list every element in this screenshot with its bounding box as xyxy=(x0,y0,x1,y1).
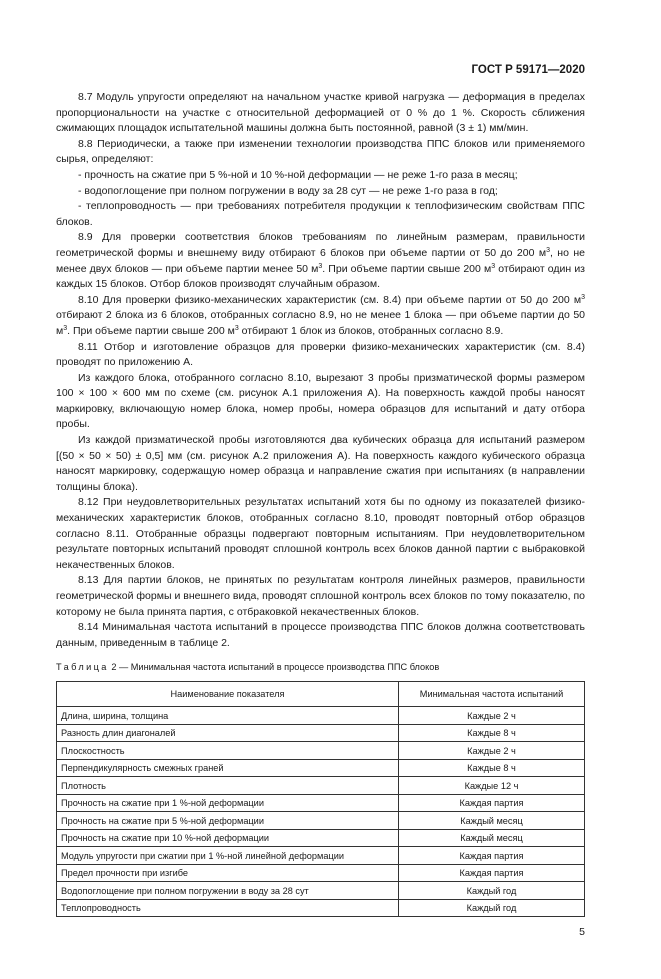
table-header-row xyxy=(57,682,585,707)
document-header: ГОСТ Р 59171—2020 xyxy=(471,64,585,76)
table-caption-text: 2 — Минимальная частота испытаний в процессе производства ППС блоков xyxy=(108,662,440,673)
table-row xyxy=(57,812,585,830)
table-row xyxy=(57,899,585,917)
superscript: 3 xyxy=(491,262,496,270)
list-item: - водопоглощение при полном погружении в воду за 28 сут — не реже 1-го раза в год; xyxy=(78,184,498,197)
frequency-cell: Каждые 8 ч xyxy=(399,759,585,777)
frequency-cell: Каждые 8 ч xyxy=(399,724,585,742)
text: 8.9 Для проверки соответствия блоков требованиям по линейным размерам, правильности геометрической формы и внешнему виду отбирают 6 блоков при объеме партии от 50 до 200 м xyxy=(56,231,585,259)
text: 8.10 Для проверки физико-механических характеристик (см. 8.4) при объеме партии от 50 до 200 м xyxy=(78,293,582,306)
indicator-cell: Плоскостность xyxy=(57,742,399,760)
indicator-cell: Прочность на сжатие при 5 %-ной деформации xyxy=(57,812,399,830)
column-header: Наименование показателя xyxy=(57,682,399,707)
table-row xyxy=(57,882,585,900)
table-row xyxy=(57,777,585,795)
paragraph-8-11: 8.11 Отбор и изготовление образцов для проверки физико-механических характеристик (см. 8.4) проводят по приложению А. xyxy=(56,340,585,369)
text: отбирают один из каждых 15 блоков. Отбор блоков производят случайным образом. xyxy=(56,262,585,291)
paragraph-8-7: 8.7 Модуль упругости определяют на начальном участке кривой нагрузка — деформация в пределах пропорциональности на участке с относительной деформацией от 0 % до 1 %. Скорость сближения сжимающих площадок испытательной машины должна быть постоянной, равной (3 ± 1) мм/мин. xyxy=(56,91,585,135)
superscript: 3 xyxy=(546,246,550,254)
paragraph-8-12: 8.12 При неудовлетворительных результатах испытаний хотя бы по одному из показателей физико-механических характеристик блоков, отобранных согласно 8.10, проводят повторный отбор образцов согласно 8.11. Отобранные образцы подвергают повторным испытаниям. При неудовлетворительном результате повторных испытаний проводят сплошной контроль всех блоков данной партии с выбраковкой некачественных блоков. xyxy=(56,496,585,571)
indicator-cell: Разность длин диагоналей xyxy=(57,724,399,742)
frequency-cell: Каждая партия xyxy=(399,864,585,882)
document-body xyxy=(56,90,585,651)
frequency-cell: Каждый год xyxy=(399,882,585,900)
superscript: 3 xyxy=(234,324,239,332)
frequency-cell: Каждый месяц xyxy=(399,829,585,847)
frequency-cell: Каждый год xyxy=(399,899,585,917)
paragraph-8-9 xyxy=(56,230,585,292)
paragraph-8-14: 8.14 Минимальная частота испытаний в процессе производства ППС блоков должна соответствовать данным, приведенным в таблице 2. xyxy=(56,621,585,649)
frequency-cell: Каждые 2 ч xyxy=(399,742,585,760)
indicator-cell: Предел прочности при изгибе xyxy=(57,864,399,882)
table-row xyxy=(57,864,585,882)
superscript: 3 xyxy=(63,324,68,332)
superscript: 3 xyxy=(581,293,585,301)
frequency-table xyxy=(56,681,585,917)
table-row xyxy=(57,707,585,725)
indicator-cell: Перпендикулярность смежных граней xyxy=(57,759,399,777)
text: . При объеме партии свыше 200 м xyxy=(322,262,492,275)
indicator-cell: Плотность xyxy=(57,777,399,795)
table-row xyxy=(57,742,585,760)
frequency-cell: Каждые 12 ч xyxy=(399,777,585,795)
frequency-cell: Каждая партия xyxy=(399,847,585,865)
superscript: 3 xyxy=(318,262,323,270)
paragraph-8-10 xyxy=(56,293,585,340)
text: , но не менее двух блоков — при объеме партии менее 50 м xyxy=(56,246,585,275)
table-row xyxy=(57,847,585,865)
table-caption xyxy=(56,661,585,674)
paragraph-8-13: 8.13 Для партии блоков, не принятых по результатам контроля линейных размеров, правильности геометрической формы и внешнего вида, проводят сплошной контроль всех блоков по тому показателю, по которому не была принята партия, с отбраковкой некачественных блоков. xyxy=(56,574,585,618)
table-row xyxy=(57,759,585,777)
indicator-cell: Теплопроводность xyxy=(57,899,399,917)
text: . При объеме партии свыше 200 м xyxy=(67,324,235,337)
table-body xyxy=(57,707,585,917)
table-row xyxy=(57,724,585,742)
table-row xyxy=(57,829,585,847)
page-number: 5 xyxy=(579,926,585,939)
indicator-cell: Прочность на сжатие при 10 %-ной деформации xyxy=(57,829,399,847)
column-header: Минимальная частота испытаний xyxy=(399,682,585,707)
frequency-cell: Каждый месяц xyxy=(399,812,585,830)
paragraph-8-8: 8.8 Периодически, а также при изменении технологии производства ППС блоков или применяемого сырья, определяют: xyxy=(56,137,585,166)
text: отбирают 1 блок из блоков, отобранных согласно 8.9. xyxy=(238,324,504,337)
frequency-cell: Каждые 2 ч xyxy=(399,707,585,725)
paragraph: Из каждой призматической пробы изготовляются два кубических образца для испытаний размером [(50 × 50 × 50) ± 0,5] мм (см. рисунок А.2 приложения А). На поверхность каждого кубического образца наносят маркировку, содержащую номер образца и направление сжатия при испытаниях (в направлении толщины блока). xyxy=(56,434,585,493)
indicator-cell: Водопоглощение при полном погружении в воду за 28 сут xyxy=(57,882,399,900)
list-item: - теплопроводность — при требованиях потребителя продукции к теплофизическим свойствам ППС блоков. xyxy=(56,200,585,228)
indicator-cell: Модуль упругости при сжатии при 1 %-ной линейной деформации xyxy=(57,847,399,865)
paragraph: Из каждого блока, отобранного согласно 8.10, вырезают 3 пробы призматической формы размером 100 × 100 × 600 мм по схеме (см. рисунок А.1 приложения А). На поверхность каждой пробы наносят маркировку, включающую номер блока, номер пробы, номера образцов для испытаний и дату отбора пробы. xyxy=(56,371,585,431)
indicator-cell: Длина, ширина, толщина xyxy=(57,707,399,725)
indicator-cell: Прочность на сжатие при 1 %-ной деформации xyxy=(57,794,399,812)
table-caption-word: Таблица xyxy=(56,662,109,673)
text: отбирают 2 блока из 6 блоков, отобранных согласно 8.9, но не менее 1 блока — при объеме партии до 50 м xyxy=(56,309,585,337)
table-row xyxy=(57,794,585,812)
list-item: - прочность на сжатие при 5 %-ной и 10 %-ной деформации — не реже 1-го раза в месяц; xyxy=(78,168,518,181)
frequency-cell: Каждая партия xyxy=(399,794,585,812)
